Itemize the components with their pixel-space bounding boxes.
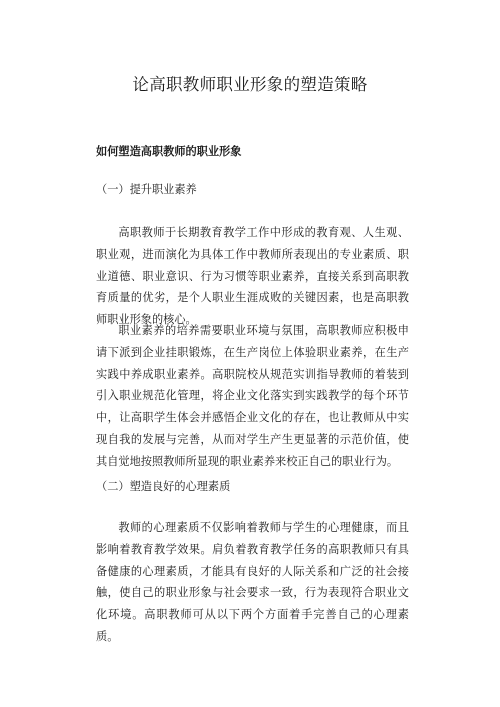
paragraph-3: 教师的心理素质不仅影响着教师与学生的心理健康，而且影响着教育教学效果。肩负着教育教学任务的高职教师只有具备健康的心理素质，才能具有良好的人际关系和广泛的社会接触，使自己的职业形象与社会要求一致，行为表现符合职业文化环境。高职教师可从以下两个方面着手完善自己的心理素质。 bbox=[96, 521, 409, 643]
document-title: 论高职教师职业形象的塑造策略 bbox=[132, 75, 368, 94]
paragraph-1: 高职教师于长期教育教学工作中形成的教育观、人生观、职业观，进而演化为具体工作中教师所表现出的专业素质、职业道德、职业意识、行为习惯等职业素养，直接关系到高职教育质量的优劣，是个人职业生涯成败的关键因素，也是高职教师职业形象的核心。 bbox=[96, 226, 409, 327]
subsection-heading-2: （二）塑造良好的心理素质 bbox=[96, 480, 231, 493]
section-heading: 如何塑造高职教师的职业形象 bbox=[96, 144, 242, 158]
subsection-heading-1: （一）提升职业素养 bbox=[96, 183, 197, 196]
paragraph-2: 职业素养的培养需要职业环境与氛围，高职教师应积极申请下派到企业挂职锻炼，在生产岗位上体验职业素养，在生产实践中养成职业素养。高职院校从规范实训指导教师的着装到引入职业规范化管理，将企业文化落实到实践教学的每个环节中，让高职学生体会并感悟企业文化的存在，也让教师从中实现自我的发展与完善，从而对学生产生更显著的示范价值，使其自觉地按照教师所显现的职业素养来校正自己的职业行为。 bbox=[96, 324, 409, 468]
